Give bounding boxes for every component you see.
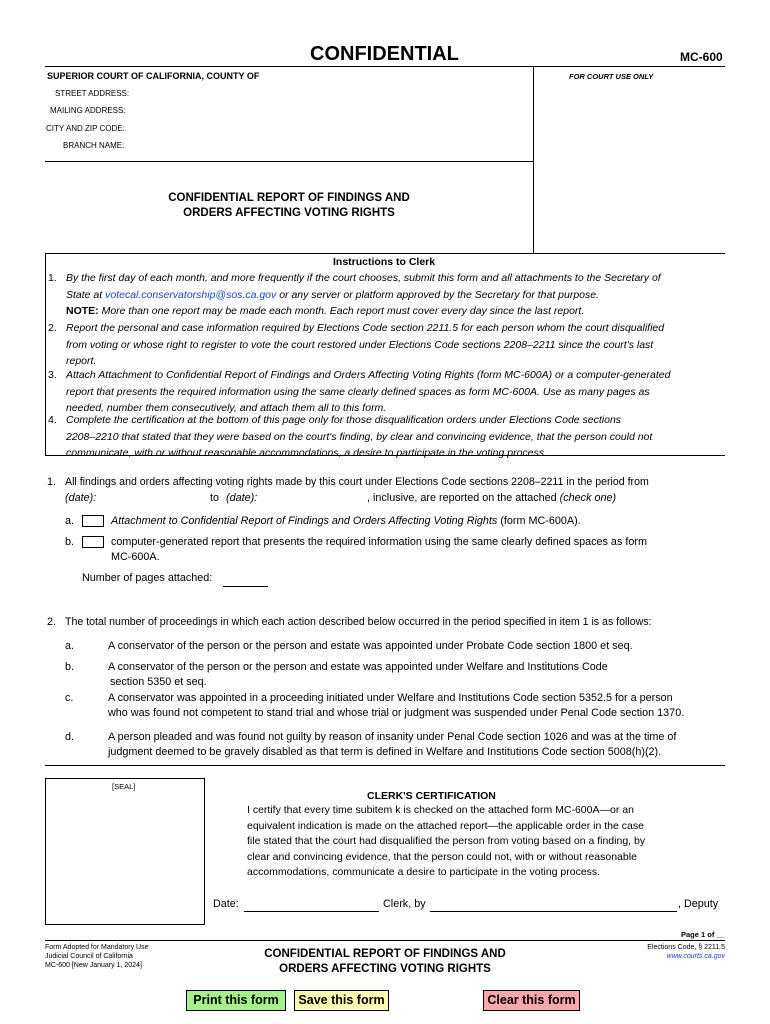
clerk-by-label: Clerk, by: [383, 898, 426, 910]
pages-attached-input[interactable]: [223, 573, 268, 587]
certification-line2: equivalent indication is made on the attached report—the applicable order in the case: [247, 819, 644, 832]
footer-left: [45, 943, 149, 970]
instruction-2-line3: report.: [66, 355, 97, 367]
note-label: NOTE:: [66, 305, 99, 317]
item1-text: All findings and orders affecting voting rights made by this court under Elections Code sections 2208–2211 in the period from: [65, 476, 649, 488]
certification-line1: I certify that every time subitem k is checked on the attached form MC-600A—or an: [247, 804, 634, 816]
instruction-2-line1: Report the personal and case information required by Elections Code section 2211.5 for each person whom the court disqualified: [66, 322, 665, 334]
item1-to-label: to: [210, 492, 220, 504]
footer-title-line2: ORDERS AFFECTING VOTING RIGHTS: [279, 963, 491, 975]
item1b-text: [111, 535, 711, 565]
certification-text: [247, 803, 717, 881]
instruction-1-line1: By the first day of each month, and more frequently if the court chooses, submit this form and all attachments to the Secretary of: [66, 272, 661, 284]
certification-heading: CLERK'S CERTIFICATION: [367, 790, 496, 802]
save-form-button[interactable]: Save this form: [294, 990, 389, 1011]
item2c-label: c.: [65, 692, 74, 704]
clerk-name-input[interactable]: [430, 898, 677, 912]
form-number: MC-600: [680, 50, 723, 64]
cert-date-input[interactable]: [244, 898, 379, 912]
item1a-form-ref: (form MC-600A).: [500, 515, 581, 527]
instruction-4-line1: Complete the certification at the bottom of this page only for those disqualification orders under Elections Code sections: [66, 414, 622, 426]
footer-council: Judicial Council of California: [45, 953, 133, 960]
court-name-label: SUPERIOR COURT OF CALIFORNIA, COUNTY OF: [47, 71, 260, 81]
instruction-4: [48, 412, 726, 462]
item1a-checkbox[interactable]: [82, 515, 104, 527]
top-rule: [45, 66, 725, 67]
item2d-text: [108, 730, 723, 760]
footer-website-link[interactable]: www.courts.ca.gov: [666, 953, 725, 960]
item1b-text-line2: MC-600A.: [111, 551, 160, 563]
instruction-3-line3: needed, number them consecutively, and attach them all to this form.: [66, 402, 387, 414]
item1-from-date-input[interactable]: [102, 491, 202, 505]
item1b-text-line1: computer-generated report that presents the required information using the same clearly defined spaces as form: [111, 536, 647, 548]
caption-bottom-rule: [45, 253, 725, 254]
certification-line5: accommodations, communicate a desire to participate in the voting process.: [247, 866, 601, 878]
mailing-address-label: MAILING ADDRESS:: [50, 106, 126, 115]
form-title-line1: CONFIDENTIAL REPORT OF FINDINGS AND: [168, 192, 410, 204]
confidential-heading: CONFIDENTIAL: [310, 43, 459, 65]
instruction-1-suffix: or any server or platform approved by the Secretary for that purpose.: [276, 288, 600, 301]
instruction-2-number: 2.: [48, 322, 57, 334]
form-title-line2: ORDERS AFFECTING VOTING RIGHTS: [183, 207, 395, 219]
item1-from-date-label: (date):: [65, 492, 97, 504]
footer-title: [230, 947, 540, 977]
cert-date-label: Date:: [213, 898, 239, 910]
item2b-text-line1: A conservator of the person or the person and estate was appointed under Welfare and Institutions Code: [108, 661, 608, 673]
seal-label: [SEAL]: [112, 782, 136, 791]
branch-name-label: BRANCH NAME:: [63, 141, 125, 150]
page-total-blank: __: [716, 930, 725, 939]
item1-to-date-label: (date):: [226, 492, 258, 504]
instruction-2-line2: from voting or whose right to register to vote the court restored under Elections Code sections 2208–2211 since the court's last: [66, 338, 654, 351]
item1b-label: b.: [65, 536, 75, 548]
item1-inclusive: [367, 491, 616, 506]
footer-rule: [45, 940, 725, 941]
item1a-label: a.: [65, 515, 75, 527]
instruction-3-number: 3.: [48, 369, 57, 381]
item2b-text-line2: section 5350 et seq.: [110, 676, 207, 688]
secretary-email-link[interactable]: votecal.conservatorship@sos.ca.gov: [105, 288, 277, 301]
certification-line4: clear and convincing evidence, that the person could not, with or without reasonable: [247, 850, 637, 863]
item2c-text: [108, 691, 723, 721]
item2-number: 2.: [47, 616, 57, 628]
item1a-text: [111, 514, 581, 529]
instruction-note: [66, 303, 726, 320]
clear-form-button[interactable]: Clear this form: [483, 990, 580, 1011]
item2-intro: The total number of proceedings in which each action described below occurred in the period specified in item 1 is as follows:: [65, 616, 652, 628]
seal-box: [45, 778, 205, 925]
item1-number: 1.: [47, 476, 57, 488]
instruction-3-line1: Attach Attachment to Confidential Report of Findings and Orders Affecting Voting Rights (form MC-600A) or a computer-generated: [66, 369, 671, 381]
footer-elections-code: Elections Code, § 2211.5: [647, 944, 725, 951]
item2b-text: [108, 660, 718, 690]
instructions-left-rule: [45, 254, 46, 455]
instructions-heading: Instructions to Clerk: [333, 256, 436, 268]
certification-top-rule: [45, 765, 725, 766]
item1b-checkbox[interactable]: [82, 536, 104, 548]
footer-form-id: MC-600 [New January 1, 2024]: [45, 962, 142, 969]
court-box-rule: [45, 161, 533, 162]
street-address-label: STREET ADDRESS:: [55, 89, 130, 98]
instruction-1-line2: [66, 287, 726, 304]
footer-right: [560, 943, 725, 961]
court-box-divider: [533, 66, 534, 254]
form-title: [45, 191, 533, 221]
item1-inclusive-text: , inclusive, are reported on the attached: [367, 492, 557, 504]
instruction-4-line3: communicate, with or without reasonable accommodations, a desire to participate in the voting process.: [66, 447, 547, 459]
print-form-button[interactable]: Print this form: [186, 990, 286, 1011]
item2d-text-line2: judgment deemed to be gravely disabled as that term is defined in Welfare and Institutions Code section 5008(h)(2).: [108, 746, 662, 758]
instruction-4-line2: 2208–2210 that stated that they were based on the court's finding, by clear and convincing evidence, that the person could not: [66, 430, 653, 443]
footer-adopted: Form Adopted for Mandatory Use: [45, 944, 149, 951]
item2a-text: A conservator of the person or the person and estate was appointed under Probate Code section 1800 et seq.: [108, 640, 633, 652]
certification-line3: file stated that the court had disqualified the person from voting based on a finding, by: [247, 835, 646, 847]
note-text: More than one report may be made each month. Each report must cover every day since the last report.: [98, 305, 585, 317]
item2c-text-line1: A conservator was appointed in a proceeding initiated under Welfare and Institutions Code section 5352.5 for a person: [108, 692, 673, 704]
instruction-1-number: 1.: [48, 272, 57, 284]
item1a-attachment-title: Attachment to Confidential Report of Findings and Orders Affecting Voting Rights: [111, 515, 498, 527]
pages-attached-label: Number of pages attached:: [82, 572, 213, 584]
item2b-label: b.: [65, 661, 75, 673]
page-number: [681, 930, 725, 939]
footer-title-line1: CONFIDENTIAL REPORT OF FINDINGS AND: [264, 948, 506, 960]
item1-check-one: (check one): [559, 492, 617, 504]
item1-to-date-input[interactable]: [264, 491, 364, 505]
instruction-1: [48, 270, 726, 320]
item2d-text-line1: A person pleaded and was found not guilty by reason of insanity under Penal Code section 1026 and was at the time of: [108, 731, 677, 743]
instruction-2: [48, 320, 726, 370]
court-use-label: FOR COURT USE ONLY: [569, 72, 654, 81]
item2c-text-line2: who was found not competent to stand trial and whose trial or judgment was suspended under Penal Code section 1370.: [108, 707, 685, 719]
item2a-label: a.: [65, 640, 75, 652]
instruction-4-number: 4.: [48, 414, 57, 426]
city-zip-label: CITY AND ZIP CODE:: [46, 124, 125, 133]
instruction-3: [48, 367, 726, 417]
item2d-label: d.: [65, 731, 75, 743]
page-number-text: Page 1 of: [681, 930, 715, 939]
instruction-1-prefix: State at: [66, 288, 106, 301]
deputy-label: , Deputy: [678, 898, 719, 910]
instruction-3-line2: report that presents the required information using the same clearly defined spaces as form MC-600A. Use as many pages as: [66, 385, 650, 398]
